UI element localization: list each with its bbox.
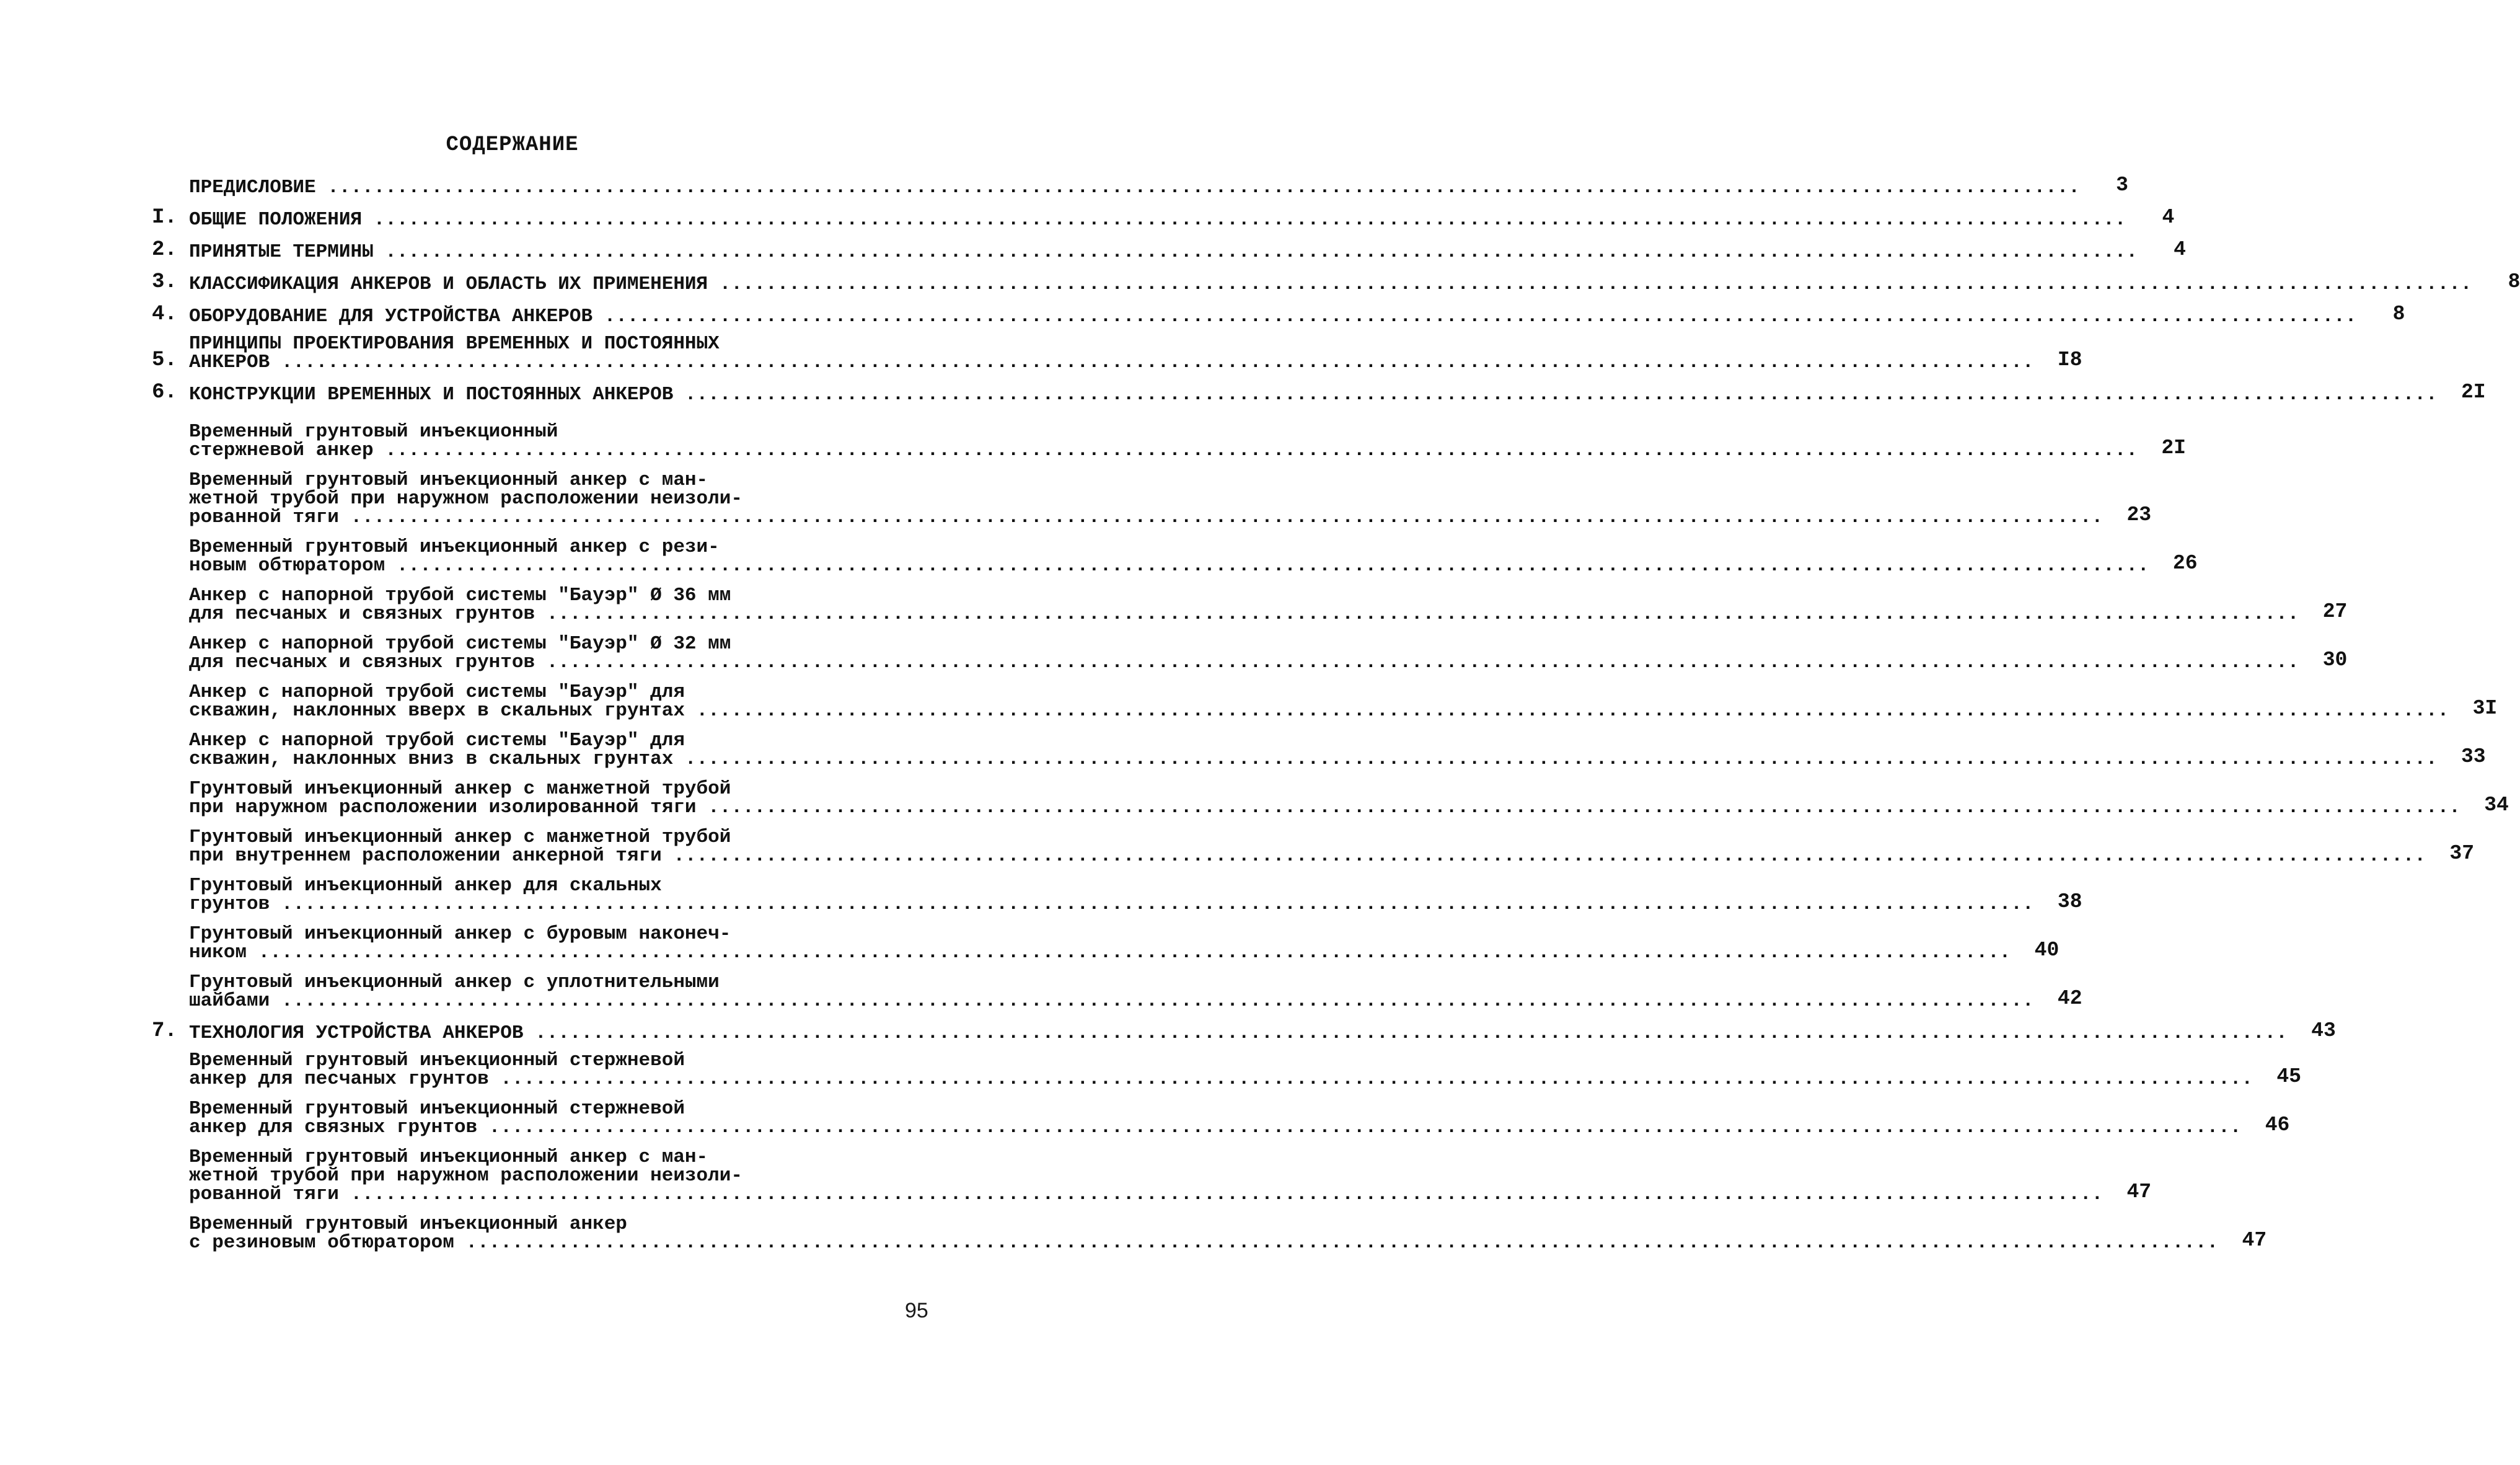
toc-page-number: 43 <box>2311 1019 2336 1042</box>
toc-entry-line: рованной тяги ..... <box>189 1185 2103 1204</box>
toc-entry <box>152 778 2509 818</box>
section-number: 3. <box>152 270 177 294</box>
toc-entry-line: Временный грунтовый инъекционный анкер с ман- <box>189 469 708 491</box>
toc-entry <box>152 585 2348 625</box>
toc-entry-title <box>189 780 2461 817</box>
toc-entry-line: Временный грунтовый инъекционный анкер с рези- <box>189 536 720 558</box>
toc-page-number: 47 <box>2242 1229 2267 1252</box>
toc-entry-line: ником ..... <box>189 944 2011 962</box>
toc-page-number: 34 <box>2484 794 2509 817</box>
toc-page-number: 37 <box>2449 842 2474 865</box>
section-number: 5. <box>152 348 177 372</box>
toc-entry-line: Анкер с напорной трубой системы "Бауэр" для <box>189 681 685 703</box>
toc-entry <box>152 536 2198 577</box>
toc-entry <box>152 381 2486 405</box>
toc-entry-line: Грунтовый инъекционный анкер с манжетной трубой <box>189 778 731 800</box>
toc-entry <box>152 333 2082 373</box>
toc-page-number: I8 <box>2057 348 2082 371</box>
toc-entry-line: Анкер с напорной трубой системы "Бауэр" для <box>189 730 685 751</box>
toc-entry-line: Временный грунтовый инъекционный анкер <box>189 1213 627 1235</box>
toc-entry-title <box>189 1148 2103 1204</box>
toc-entry-title <box>189 386 2438 404</box>
toc-entry-line: скважин, наклонных вниз в скальных грунтах ..... <box>189 750 2438 769</box>
toc-entry-line: КЛАССИФИКАЦИЯ АНКЕРОВ И ОБЛАСТЬ ИХ ПРИМЕНЕНИЯ ..... <box>189 275 2472 294</box>
toc-entry <box>152 469 2152 528</box>
toc-entry-line: для песчаных и связных грунтов ..... <box>189 605 2299 624</box>
toc-page-number: 27 <box>2322 600 2348 623</box>
toc-entry-line: КОНСТРУКЦИИ ВРЕМЕННЫХ И ПОСТОЯННЫХ АНКЕРОВ ..... <box>189 386 2438 404</box>
toc-entry <box>152 730 2486 770</box>
toc-entry-title <box>189 335 2034 372</box>
section-number: 7. <box>152 1019 177 1043</box>
toc-entry-title <box>189 1100 2241 1137</box>
toc-entry <box>152 923 2060 963</box>
toc-entry-line: ПРЕДИСЛОВИЕ ..... <box>189 179 2080 197</box>
toc-entry-title <box>189 538 2149 575</box>
toc-entry-title <box>189 732 2438 769</box>
toc-entry-title <box>189 1024 2288 1043</box>
toc-entry-line: Временный грунтовый инъекционный анкер с ман- <box>189 1146 708 1168</box>
toc-entry-title <box>189 211 2126 229</box>
toc-entry-line: Грунтовый инъекционный анкер для скальных <box>189 875 662 896</box>
toc-entry-title <box>189 1051 2253 1089</box>
table-of-contents <box>152 174 2520 1264</box>
toc-entry-line: Анкер с напорной трубой системы "Бауэр" Ø 32 мм <box>189 633 731 655</box>
toc-entry-title <box>189 877 2034 914</box>
toc-entry-line: анкер для связных грунтов ..... <box>189 1118 2241 1137</box>
toc-page-number: 45 <box>2276 1065 2301 1088</box>
toc-page-number: 8 <box>2392 303 2405 325</box>
toc-page-number: 47 <box>2126 1180 2152 1203</box>
page-number: 95 <box>905 1299 928 1322</box>
toc-page-number: 23 <box>2126 503 2152 526</box>
page-title: СОДЕРЖАНИЕ <box>446 133 579 157</box>
toc-entry <box>152 1050 2301 1090</box>
toc-entry-line: ТЕХНОЛОГИЯ УСТРОЙСТВА АНКЕРОВ ..... <box>189 1024 2288 1043</box>
toc-entry <box>152 633 2348 673</box>
toc-entry-line: ПРИНЦИПЫ ПРОЕКТИРОВАНИЯ ВРЕМЕННЫХ И ПОСТОЯННЫХ <box>189 333 720 355</box>
section-number: 4. <box>152 303 177 326</box>
toc-entry <box>152 238 2186 263</box>
toc-entry <box>152 1019 2336 1044</box>
toc-entry <box>152 1146 2152 1205</box>
toc-entry-title <box>189 828 2426 865</box>
toc-entry-line: анкер для песчаных грунтов ..... <box>189 1070 2253 1089</box>
toc-page-number: 40 <box>2034 939 2060 962</box>
toc-page-number: 42 <box>2057 987 2082 1010</box>
toc-entry-line: для песчаных и связных грунтов ..... <box>189 653 2299 672</box>
toc-entry-title <box>189 635 2299 672</box>
toc-entry-line: Грунтовый инъекционный анкер с уплотнительными <box>189 972 720 993</box>
toc-entry-line: жетной трубой при наружном расположении неизоли- <box>189 488 742 510</box>
toc-page-number: 3 <box>2116 174 2128 197</box>
toc-page-number: 2I <box>2161 436 2186 459</box>
toc-entry-line: Временный грунтовый инъекционный стержневой <box>189 1098 685 1120</box>
toc-entry-line: Грунтовый инъекционный анкер с буровым наконеч- <box>189 923 731 945</box>
toc-entry-title <box>189 973 2034 1011</box>
toc-entry <box>152 875 2082 915</box>
toc-entry-line: скважин, наклонных вверх в скальных грунтах ..... <box>189 702 2449 720</box>
toc-entry-line: Временный грунтовый инъекционный <box>189 421 558 443</box>
section-number: I. <box>152 206 177 229</box>
toc-entry <box>152 826 2474 867</box>
toc-entry-line: Анкер с напорной трубой системы "Бауэр" Ø 36 мм <box>189 585 731 606</box>
toc-entry-title <box>189 423 2138 460</box>
toc-entry-title <box>189 275 2472 294</box>
toc-entry-line: ОБЩИЕ ПОЛОЖЕНИЯ ..... <box>189 211 2126 229</box>
toc-entry-line: шайбами ..... <box>189 992 2034 1011</box>
toc-entry-line: АНКЕРОВ ..... <box>189 353 2034 372</box>
toc-entry <box>152 972 2082 1012</box>
toc-entry-line: стержневой анкер ..... <box>189 441 2138 460</box>
toc-entry-line: Грунтовый инъекционный анкер с манжетной трубой <box>189 826 731 848</box>
toc-entry-title <box>189 471 2103 527</box>
toc-page-number: 46 <box>2265 1113 2290 1136</box>
toc-entry-line: при наружном расположении изолированной тяги ..... <box>189 799 2461 817</box>
toc-page-number: 2I <box>2461 381 2486 404</box>
toc-entry <box>152 206 2175 231</box>
toc-entry-line: Временный грунтовый инъекционный стержневой <box>189 1050 685 1071</box>
toc-entry-line: с резиновым обтюратором ..... <box>189 1234 2218 1252</box>
toc-entry <box>152 303 2405 327</box>
toc-page-number: 4 <box>2174 238 2186 261</box>
toc-entry-title <box>189 243 2138 262</box>
toc-entry-line: грунтов ..... <box>189 895 2034 914</box>
toc-entry-title <box>189 1215 2218 1252</box>
toc-page-number: 30 <box>2322 648 2348 671</box>
toc-entry-line: ОБОРУДОВАНИЕ ДЛЯ УСТРОЙСТВА АНКЕРОВ ..... <box>189 308 2356 326</box>
toc-entry <box>152 421 2186 461</box>
toc-page-number: 33 <box>2461 745 2486 768</box>
toc-entry-line: рованной тяги ..... <box>189 508 2103 527</box>
section-number: 2. <box>152 238 177 262</box>
toc-entry <box>152 681 2498 722</box>
toc-page-number: 38 <box>2057 890 2082 913</box>
toc-entry <box>152 174 2128 198</box>
section-number: 6. <box>152 381 177 404</box>
toc-entry-title <box>189 179 2080 197</box>
toc-entry <box>152 1098 2290 1138</box>
toc-entry-line: при внутреннем расположении анкерной тяги ..... <box>189 847 2426 865</box>
toc-page-number: 3I <box>2472 697 2498 720</box>
toc-entry <box>152 270 2520 295</box>
toc-entry-line: ПРИНЯТЫЕ ТЕРМИНЫ ..... <box>189 243 2138 262</box>
toc-entry-line: жетной трубой при наружном расположении неизоли- <box>189 1165 742 1187</box>
toc-entry-title <box>189 683 2449 720</box>
toc-page-number: 26 <box>2172 552 2198 575</box>
toc-entry-title <box>189 925 2011 962</box>
toc-entry <box>152 1213 2267 1254</box>
toc-page-number: 8 <box>2508 270 2520 293</box>
toc-entry-title <box>189 586 2299 624</box>
toc-entry-line: новым обтюратором ..... <box>189 557 2149 575</box>
toc-page-number: 4 <box>2162 206 2175 229</box>
toc-entry-title <box>189 308 2356 326</box>
